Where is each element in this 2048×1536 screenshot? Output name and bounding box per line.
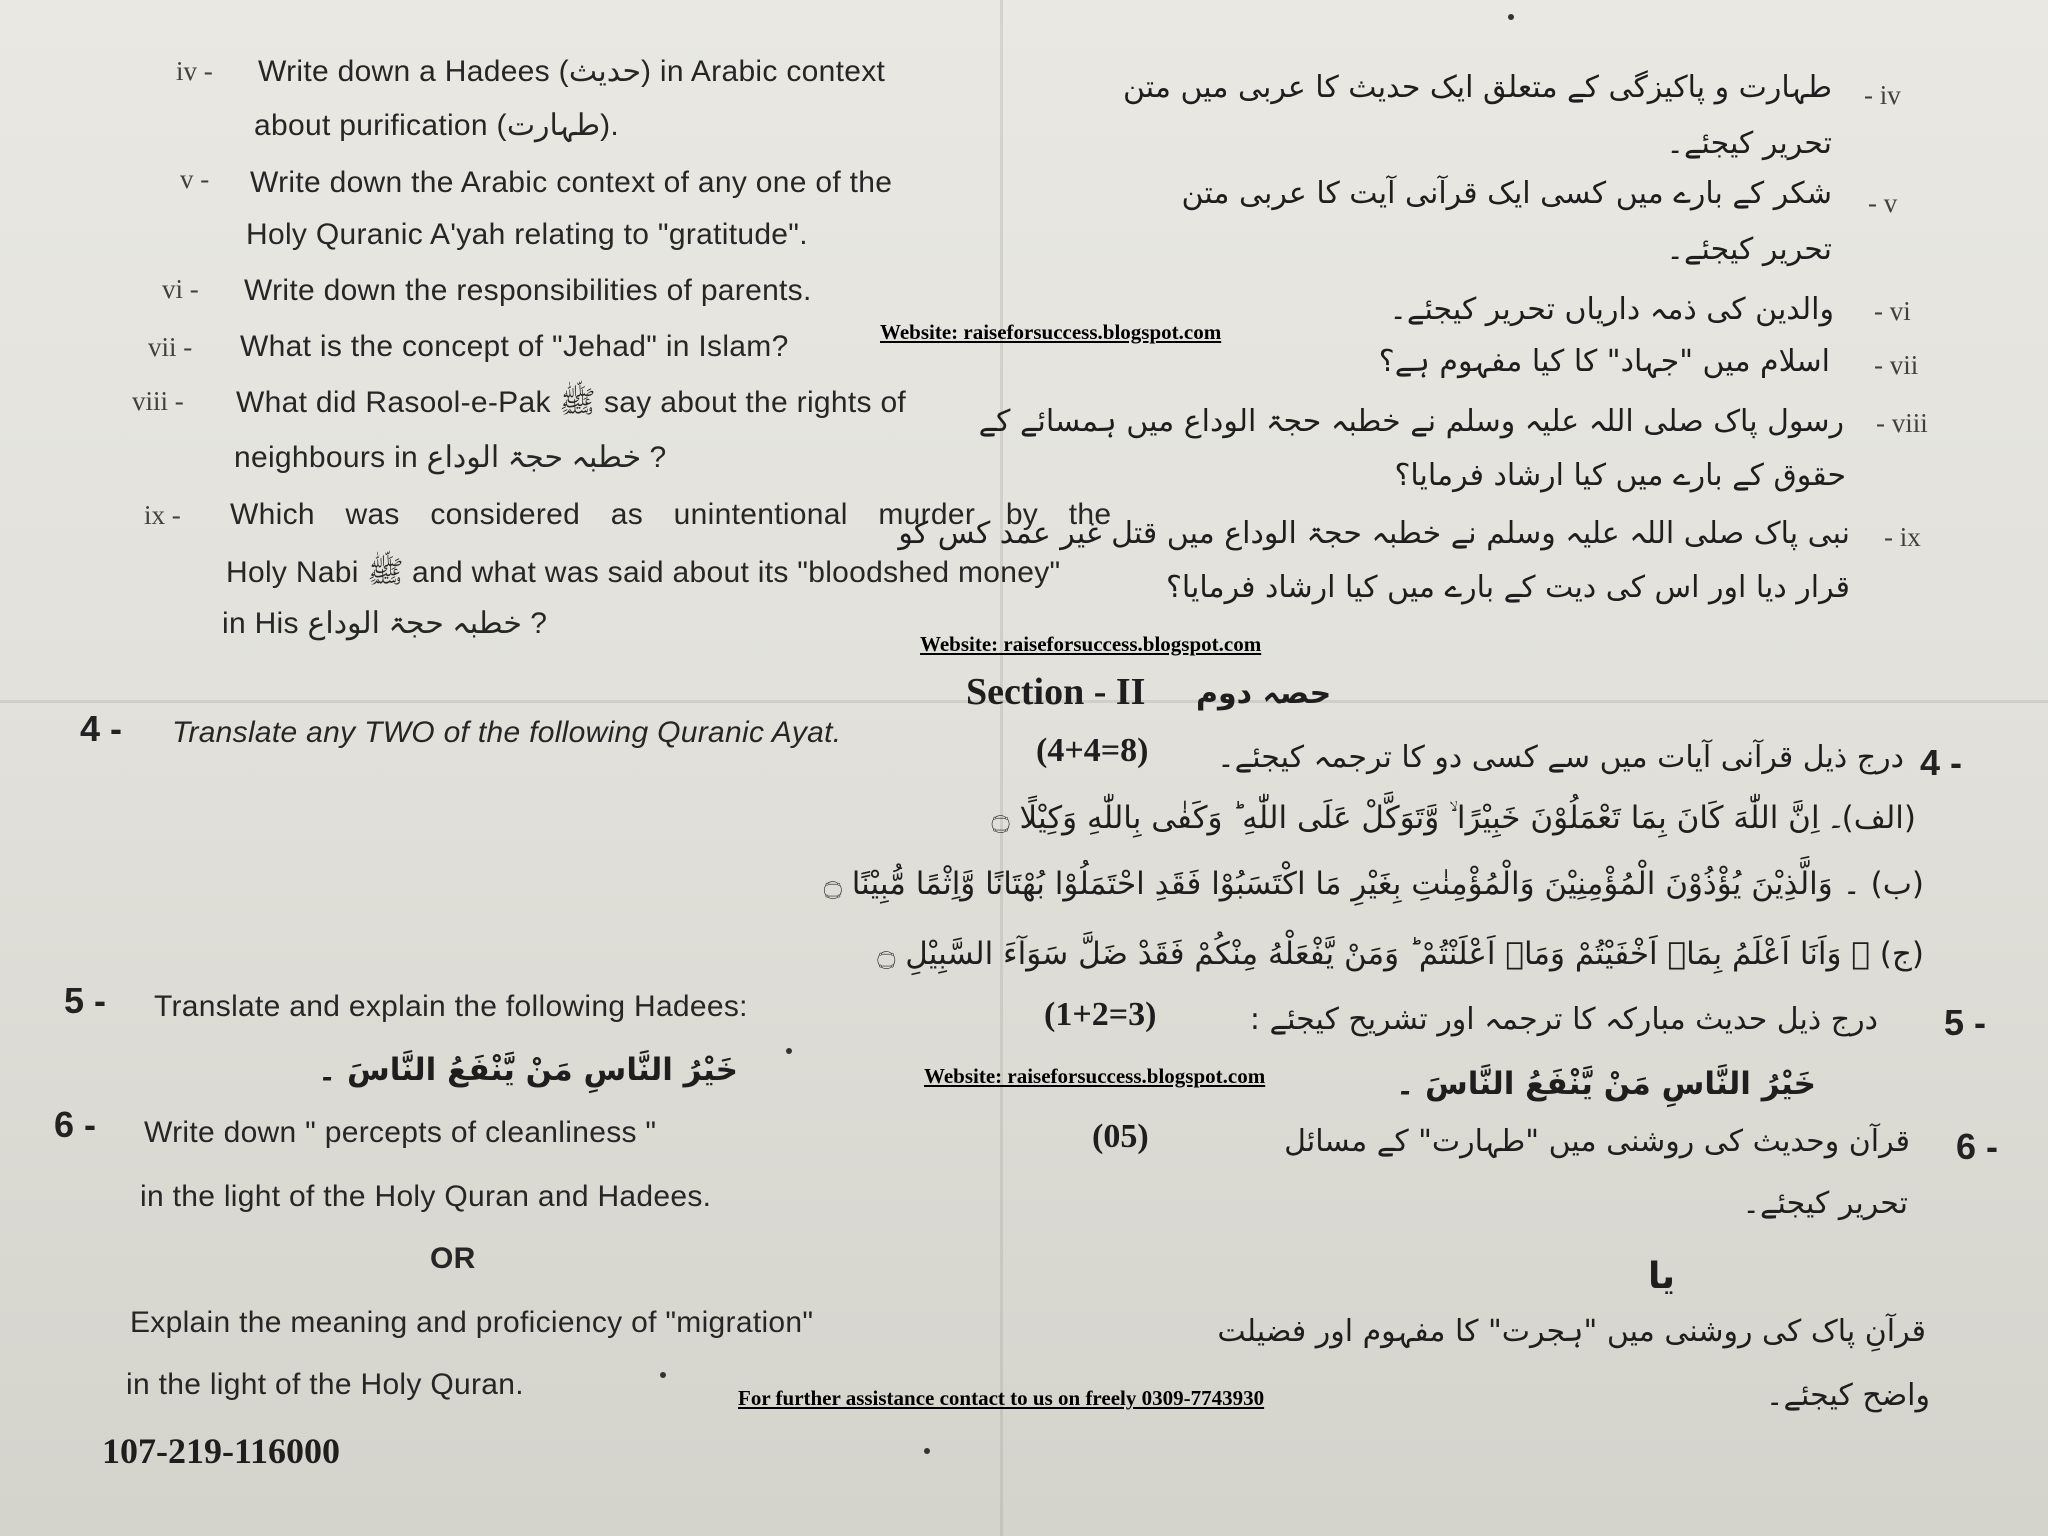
q-vi-line1: Write down the responsibilities of parents. (244, 274, 812, 307)
q-ix-number: ix - (144, 500, 181, 530)
q-ix-urdu-number: - ix (1884, 522, 1921, 552)
speck (660, 1372, 666, 1378)
q-vii-number: vii - (148, 332, 193, 362)
q-iv-line2: about purification (طہارت). (254, 109, 620, 142)
website-watermark: Website: raiseforsuccess.blogspot.com (924, 1064, 1266, 1088)
q4-text: Translate any TWO of the following Quranic Ayat. (172, 716, 842, 749)
q6-urdu-line1: قرآن وحدیث کی روشنی میں "طہارت" کے مسائل (1284, 1124, 1910, 1159)
q-ix-line3: in His خطبہ حجۃ الوداع ? (222, 607, 547, 640)
q-v-urdu-number: - v (1868, 188, 1898, 218)
q5-hadees-urdu-side: خَيْرُ النَّاسِ مَنْ يَّنْفَعُ النَّاسَ ۔ (1396, 1066, 1816, 1102)
q6-urdu-number: 6 - (1956, 1126, 1999, 1167)
q-vi-number: vi - (162, 274, 199, 304)
q-viii-urdu-line2: حقوق کے بارے میں کیا ارشاد فرمایا؟ (1394, 458, 1846, 493)
q-v-urdu-line1: شکر کے بارے میں کسی ایک قرآنی آیت کا عربی متن (1181, 176, 1832, 211)
section-title-urdu: حصہ دوم (1196, 676, 1332, 711)
q-ix-urdu-line2: قرار دیا اور اس کی دیت کے بارے میں کیا ارشاد فرمایا؟ (1165, 570, 1850, 605)
q-iv-urdu-number: - iv (1864, 80, 1901, 110)
q-v-number: v - (180, 164, 210, 194)
q6-line2: in the light of the Holy Quran and Hadees. (140, 1180, 712, 1213)
q-iv-urdu-line2: تحریر کیجئے۔ (1666, 126, 1832, 161)
speck (924, 1448, 930, 1454)
q6-alt-line1: Explain the meaning and proficiency of "migration" (130, 1306, 814, 1339)
q6-number: 6 - (54, 1104, 97, 1145)
q6-alt-urdu-line1: قرآنِ پاک کی روشنی میں "ہجرت" کا مفہوم اور فضیلت (1217, 1314, 1926, 1349)
q4-ayah-alif: (الف)۔ اِنَّ اللّٰهَ كَانَ بِمَا تَعْمَلُوْنَ خَبِيْرًا ۙ وَّتَوَكَّلْ عَلَى اللّٰهِ ؕ وَكَفٰى بِاللّٰهِ وَكِيْلًا ۝ (991, 800, 1916, 836)
q-iv-number: iv - (176, 56, 213, 86)
q-iv-line1: Write down a Hadees (حدیث) in Arabic context (258, 55, 886, 88)
paper-code: 107-219-116000 (102, 1431, 340, 1471)
q-iv-urdu-line1: طہارت و پاکیزگی کے متعلق ایک حدیث کا عربی میں متن (1122, 70, 1832, 105)
q6-or: OR (430, 1242, 476, 1275)
q-viii-number: viii - (132, 386, 184, 416)
q4-ayah-bay: (ب) ۔ وَالَّذِيْنَ يُؤْذُوْنَ الْمُؤْمِنِيْنَ وَالْمُؤْمِنٰتِ بِغَيْرِ مَا اكْتَسَبُوْا فَقَدِ احْتَمَلُوْا بُهْتَانًا وَّاِثْمًا مُّبِيْنًا ۝ (823, 866, 1924, 902)
q-viii-urdu-number: - viii (1876, 408, 1928, 438)
q6-urdu-line2: تحریر کیجئے۔ (1742, 1186, 1908, 1221)
q-ix-urdu-line1: نبی پاک صلی اللہ علیہ وسلم نے خطبہ حجۃ الوداع میں قتل غیر عمد کس کو (898, 516, 1850, 551)
website-watermark: Website: raiseforsuccess.blogspot.com (880, 320, 1222, 344)
q6-line1: Write down " percepts of cleanliness " (144, 1116, 657, 1149)
q-viii-line1: What did Rasool-e-Pak ﷺ say about the rights of (236, 386, 907, 419)
section-title: Section - II (966, 671, 1146, 713)
q-v-urdu-line2: تحریر کیجئے۔ (1666, 232, 1832, 267)
q5-marks: (1+2=3) (1044, 996, 1157, 1033)
speck (786, 1048, 792, 1054)
q6-or-urdu: یا (1648, 1256, 1676, 1297)
q-vi-urdu-line1: والدین کی ذمہ داریاں تحریر کیجئے۔ (1389, 292, 1834, 327)
q5-number: 5 - (64, 980, 107, 1021)
q4-marks: (4+4=8) (1036, 732, 1149, 769)
q6-marks: (05) (1092, 1118, 1149, 1155)
q6-alt-urdu-line2: واضح کیجئے۔ (1765, 1378, 1930, 1413)
q-ix-line2: Holy Nabi ﷺ and what was said about its "bloodshed money" (226, 556, 1061, 589)
q-viii-line2: neighbours in خطبہ حجۃ الوداع ? (234, 441, 667, 474)
q-v-line2: Holy Quranic A'yah relating to "gratitude". (246, 218, 808, 251)
q-vi-urdu-number: - vi (1874, 296, 1911, 326)
q-vii-urdu-number: - vii (1874, 350, 1919, 380)
q4-urdu-text: درج ذیل قرآنی آیات میں سے کسی دو کا ترجمہ کیجئے۔ (1217, 740, 1904, 775)
q4-urdu-number: 4 - (1920, 742, 1963, 783)
q5-text: Translate and explain the following Hadees: (154, 990, 748, 1023)
q-vii-urdu-line1: اسلام میں "جہاد" کا کیا مفہوم ہے؟ (1378, 344, 1830, 379)
q6-alt-line2: in the light of the Holy Quran. (126, 1368, 524, 1401)
website-watermark: Website: raiseforsuccess.blogspot.com (920, 632, 1262, 656)
q5-hadees: خَيْرُ النَّاسِ مَنْ يَّنْفَعُ النَّاسَ ۔ (318, 1052, 738, 1088)
q-vii-line1: What is the concept of "Jehad" in Islam? (240, 330, 789, 363)
q-v-line1: Write down the Arabic context of any one of the (250, 166, 893, 199)
q5-urdu-text: درج ذیل حدیث مبارکہ کا ترجمہ اور تشریح کیجئے : (1249, 1002, 1878, 1037)
q4-number: 4 - (80, 708, 123, 749)
q-viii-urdu-line1: رسول پاک صلی اللہ علیہ وسلم نے خطبہ حجۃ الوداع میں ہمسائے کے (978, 404, 1844, 439)
q4-ayah-jeem: (ج) ۔ وَاَنَا اَعْلَمُ بِمَاۤ اَخْفَيْتُمْ وَمَاۤ اَعْلَنْتُمْ ؕ وَمَنْ يَّفْعَلْهُ مِنْكُمْ فَقَدْ ضَلَّ سَوَآءَ السَّبِيْلِ ۝ (877, 936, 1924, 972)
speck (1508, 14, 1514, 20)
q5-urdu-number: 5 - (1944, 1002, 1987, 1043)
paper-fold (1000, 0, 1003, 1536)
contact-watermark: For further assistance contact to us on freely 0309-7743930 (738, 1386, 1265, 1410)
q-ix-line1: Which was considered as unintentional murder by the (230, 498, 1112, 531)
